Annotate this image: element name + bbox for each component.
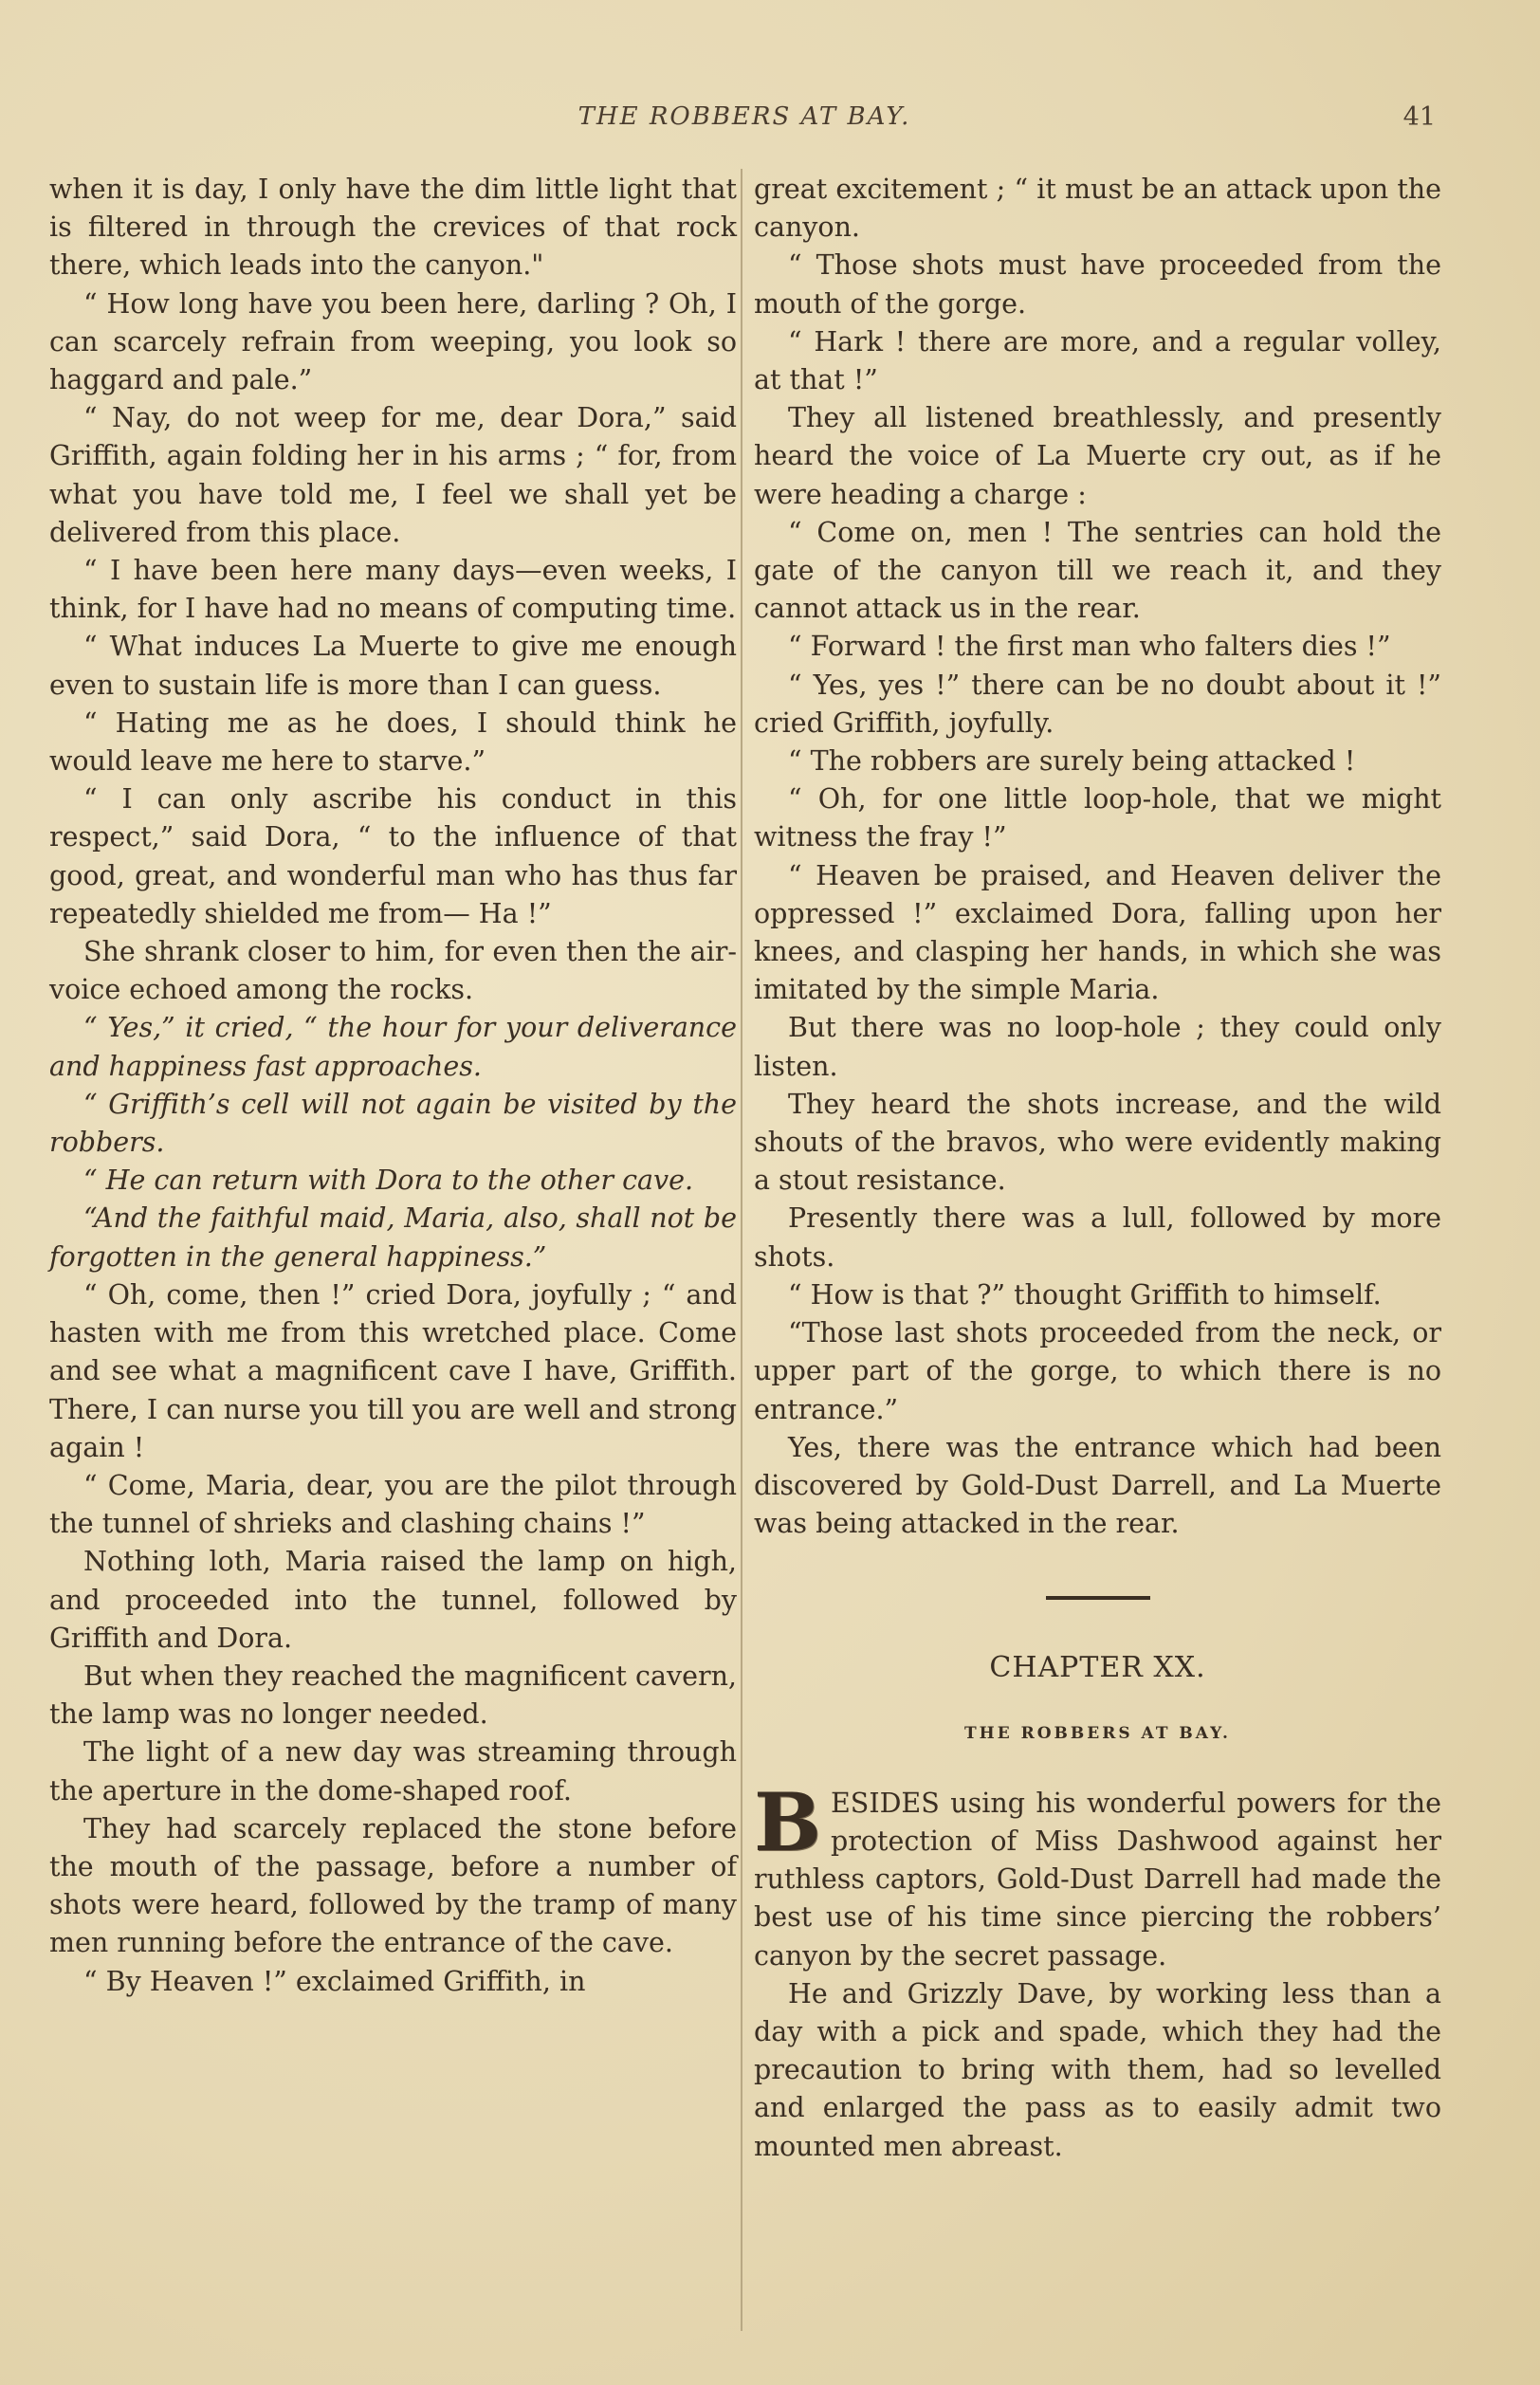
paragraph: “ Oh, come, then !” cried Dora, joyfully ; “ and hasten with me from this wretched place. Come and see what a magnificent cave I have, Griffith. There, I can nurse you till you are well and strong again ! xyxy=(49,1278,737,1463)
paragraph: “ Griffith’s cell will not again be visited by the robbers. xyxy=(49,1088,737,1159)
right-column xyxy=(754,171,1441,2166)
paragraph: Nothing loth, Maria raised the lamp on high, and proceeded into the tunnel, followed by Griffith and Dora. xyxy=(49,1546,737,1654)
paragraph: “ I can only ascribe his conduct in this respect,” said Dora, “ to the influence of that good, great, and wonderful man who has thus far repeatedly shielded me from— Ha !” xyxy=(49,783,737,929)
first-paragraph-text: ESIDES using his wonderful powers for the protection of Miss Dashwood against her ruthless captors, Gold-Dust Darrell had made the best use of his time since piercing the robbers’ canyon by the secret passage. xyxy=(754,1787,1441,1972)
paragraph: “ Yes,” it cried, “ the hour for your deliverance and happiness fast approaches. xyxy=(49,1012,737,1082)
paragraph: “ Nay, do not weep for me, dear Dora,” said Griffith, again folding her in his arms ; “ for, from what you have told me, I feel we shall yet be delivered from this place. xyxy=(49,402,737,548)
paragraph: “ Yes, yes !” there can be no doubt about it !” cried Griffith, joyfully. xyxy=(754,669,1441,739)
chapter-paragraphs xyxy=(754,1975,1441,2166)
section-rule xyxy=(1046,1596,1150,1600)
paragraph: “ I have been here many days—even weeks, I think, for I have had no means of computing time. xyxy=(49,555,737,625)
paragraph: Presently there was a lull, followed by more shots. xyxy=(754,1202,1441,1273)
paragraph: “ Come on, men ! The sentries can hold the gate of the canyon till we reach it, and they cannot attack us in the rear. xyxy=(754,516,1441,625)
paragraph: when it is day, I only have the dim little light that is filtered in through the crevices of that rock there, which leads into the canyon." xyxy=(49,174,737,282)
page-number: 41 xyxy=(1402,102,1436,132)
paragraph: But there was no loop-hole ; they could only listen. xyxy=(754,1012,1441,1082)
paragraph: Yes, there was the entrance which had been discovered by Gold-Dust Darrell, and La Muerte was being attacked in the rear. xyxy=(754,1431,1441,1540)
chapter-first-paragraph xyxy=(754,1774,1441,1975)
right-column-text xyxy=(754,171,1441,1543)
column-divider xyxy=(741,169,742,2331)
chapter-subtitle: THE ROBBERS AT BAY. xyxy=(964,1723,1231,1743)
paragraph: They had scarcely replaced the stone before the mouth of the passage, before a number of shots were heard, followed by the tramp of many men running before the entrance of the cave. xyxy=(49,1812,737,1959)
drop-cap: B xyxy=(754,1774,821,1869)
paragraph: “ Hark ! there are more, and a regular volley, at that !” xyxy=(754,325,1441,396)
paragraph: “ Heaven be praised, and Heaven deliver the oppressed !” exclaimed Dora, falling upon her knees, and clasping her hands, in which she was imitated by the simple Maria. xyxy=(754,859,1441,1006)
chapter-title: CHAPTER XX. xyxy=(989,1651,1206,1685)
paragraph: “ Forward ! the first man who falters dies !” xyxy=(788,631,1391,663)
paragraph: “ What induces La Muerte to give me enough even to sustain life is more than I can guess. xyxy=(49,631,737,701)
page-header xyxy=(0,102,1540,140)
left-column xyxy=(49,171,737,2001)
paragraph: “ How is that ?” thought Griffith to himself. xyxy=(788,1278,1382,1311)
paragraph: He and Grizzly Dave, by working less than a day with a pick and spade, which they had the precaution to bring with them, had so levelled and enlarged the pass as to easily admit two mounted men abreast. xyxy=(754,1977,1441,2162)
paragraph: They heard the shots increase, and the wild shouts of the bravos, who were evidently making a stout resistance. xyxy=(754,1088,1441,1197)
paragraph: “ Come, Maria, dear, you are the pilot through the tunnel of shrieks and clashing chains !” xyxy=(49,1469,737,1540)
paragraph: “ Oh, for one little loop-hole, that we might witness the fray !” xyxy=(754,783,1441,853)
paragraph: But when they reached the magnificent cavern, the lamp was no longer needed. xyxy=(49,1660,737,1731)
paragraph: “Those last shots proceeded from the neck, or upper part of the gorge, to which there is no entrance.” xyxy=(754,1317,1441,1425)
paragraph: She shrank closer to him, for even then the air-voice echoed among the rocks. xyxy=(49,936,737,1006)
paragraph: “ The robbers are surely being attacked ! xyxy=(788,745,1356,778)
paragraph: “ He can return with Dora to the other cave. xyxy=(83,1165,694,1197)
paragraph: “ By Heaven !” exclaimed Griffith, in xyxy=(83,1965,586,1997)
paragraph: “ Those shots must have proceeded from the mouth of the gorge. xyxy=(754,249,1441,320)
paragraph: “ How long have you been here, darling ? Oh, I can scarcely refrain from weeping, you look so haggard and pale.” xyxy=(49,287,737,396)
running-title: THE ROBBERS AT BAY. xyxy=(578,102,911,131)
paragraph: They all listened breathlessly, and presently heard the voice of La Muerte cry out, as if he were heading a charge : xyxy=(754,402,1441,510)
paragraph: “ Hating me as he does, I should think he would leave me here to starve.” xyxy=(49,706,737,778)
paragraph: great excitement ; “ it must be an attack upon the canyon. xyxy=(754,174,1441,244)
paragraph: The light of a new day was streaming through the aperture in the dome-shaped roof. xyxy=(49,1736,737,1807)
paragraph: “And the faithful maid, Maria, also, shall not be forgotten in the general happiness.” xyxy=(49,1202,737,1273)
